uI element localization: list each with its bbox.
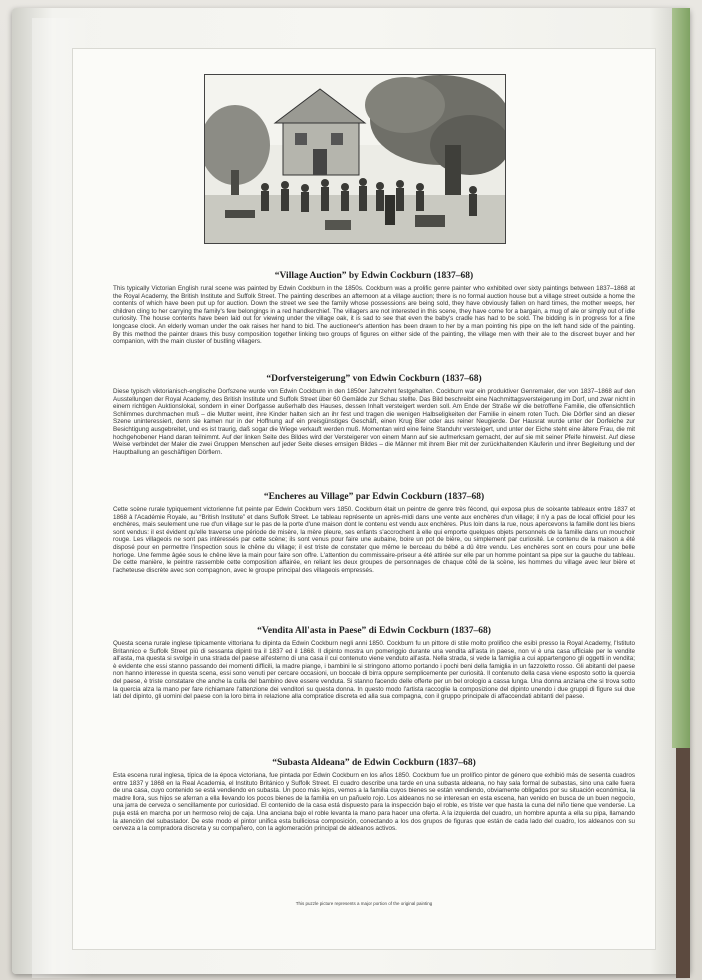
section-title: “Village Auction” by Edwin Cockburn (1837–68) bbox=[274, 271, 474, 281]
section-title: “Subasta Aldeana” de Edwin Cockburn (1837–68) bbox=[272, 758, 476, 768]
section-spanish bbox=[113, 758, 635, 833]
section-title: “Dorfversteigerung” von Edwin Cockburn (1837–68) bbox=[266, 374, 482, 384]
description-panel bbox=[72, 48, 656, 950]
section-body: Diese typisch viktorianisch-englische Dorfszene wurde von Edwin Cockburn in den 1850er Jahrzehnt festgehalten. Cockburn war ein produktiver Genremaler, der von 1837–1868 auf den Ausstellungen der Royal Academy, des British Institute und Suffolk Street über 60 Gemälde zur Schau stellte. Das Bild beschreibt eine Nachmittagsversteigerung im Dorf, und zwar nicht in einem richtigen Auktionslokal, sondern in einer Dorfgasse außerhalb des Hauses, dessen Inhalt versteigert werden soll. Am Ende der Straße wir die betroffene Familie, die offensichtlich Schlimmes durchmachen muß – die Mutter weint, ihre Kinder halten sich an ihr fest und tragen die wenigen Halbseligkeiten der Familie in einem roten Tuch. Die Dörfler sind an dieser Szene uninteressiert, denn sie kamen nur in der Hoffnung auf ein preisgünstiges Geschäft, einen Krug Bier oder aus reiner Neugierde. Der Hausrat wurde unter der Dorfeiche zur Besichtigung ausgebreitet, und es ist traurig, daß sogar die Wiege verkauft werden muß. Momentan wird eine feine Standuhr versteigert, und unter der Eiche steht eine ältere Frau, die mit hochgehobener Hand daran teilnimmt. Auf der linken Seite des Bildes wird der Versteigerer von einem Mann auf sie aufmerksam gemacht, der auf sie mit seiner Pfeife hinweist. Auf diese Weise verbindet der Maler die zwei Gruppen Menschen auf jeder Seite dieses emsigen Bildes – die Männer mit ihrem Bier mit der zurückhaltenden Käuferin und ihrer Begleitung und der Hauptballung an geschäftigen Dörflern. bbox=[113, 388, 635, 456]
section-english bbox=[113, 271, 635, 346]
section-body: This typically Victorian English rural scene was painted by Edwin Cockburn in the 1850s. Cockburn was a prolific genre painter who exhibited over sixty paintings between 1837–1868 at the Royal Academy, the British Institute and Suffolk Street. The painting describes an afternoon at a village auction; there is no formal auction house but a village street outside a home the contents of which have been put up for auction. Down the street we see the family whose possessions are being sold, they have obviously fallen on hard times, the mother weeps, her children cling to her carrying the family's few belongings in a red handkerchief. The villagers are not interested in this scene, they have come for a bargain, a mug of ale or simply out of idle curiosity. The house contents have been laid out for viewing under the village oak, it is sad to see that even the baby's cradle has had to be sold. The bidding is in progress for a fine longcase clock. An elderly woman under the oak raises her hand to bid. The auctioneer's attention has been drawn to her by a man pointing his pipe on the left hand side of the painting. By this method the painter draws this busy composition together linking two groups of figures on either side of the painting, the village men with their ale to the discreet buyer and her companion, with the main cluster of bustling villagers. bbox=[113, 285, 635, 346]
box-side-edge-dark bbox=[676, 748, 690, 978]
section-german bbox=[113, 374, 635, 456]
section-body: Esta escena rural inglesa, típica de la época victoriana, fue pintada por Edwin Cockburn en los años 1850. Cockburn fue un prolífico pintor de género que exhibió más de sesenta cuadros entre 1837 y 1868 en la Real Academia, el Instituto Británico y Suffolk Street. El cuadro describe una tarde en una subasta aldeana, no hay sala formal de subastas, sino una calle fuera de una casa, cuyo contenido se está vendiendo en subasta. Un poco más lejos, vemos a la familia cuyos bienes se están vendiendo, obviamente obligados por su situación económica, la madre llora, sus hijos se aferran a ella llevando los pocos bienes de la familia en un pañuelo rojo. Los aldeanos no se interesan en esta escena, han venido en busca de un buen negocio, una jarra de cerveza o sencillamente por curiosidad. El contenido de la casa está dispuesto para la inspección bajo el roble, es triste ver que hasta la cuna del niño tiene que venderse. La puja está en marcha por un hermoso reloj de caja. Una anciana bajo el roble levanta la mano para hacer una oferta. A la izquierda del cuadro, un hombre apunta a ella su pipa, llamando la atención del subastador. De este modo el pintor unifica esta bulliciosa composición, conectando a los dos grupos de figuras que están de cada lado del cuadro, los aldeanos con su cerveza a la compradora discreta y su compañero, con la aglomeración principal de aldeanos activos. bbox=[113, 772, 635, 833]
section-body: Questa scena rurale inglese tipicamente vittoriana fu dipinta da Edwin Cockburn negli anni 1850. Cockburn fu un pittore di stile molto prolifico che esibì presso la Royal Academy, l'Istituto Britannico e Suffolk Street più di sessanta dipinti tra il 1837 ed il 1868. Il dipinto mostra un pomeriggio durante una vendita all'asta in paese, non vi è una casa ufficiale per le vendite all'asta, ma questa si svolge in una strada del paese all'esterno di una casa il cui contenuto viene venduto all'asta. Nella strada, si vede la famiglia a cui appartengono gli oggetti in vendita; è evidente che essi stanno passando dei momenti difficili, la madre piange, i bambini le si stringono attorno portando i pochi beni della famiglia in un fazzoletto rosso. Gli abitanti del paese non hanno interesse in questa scena, essi sono venuti per cercare occasioni, un boccale di birra oppure semplicemente per curiosità. Il contenuto della casa viene esposto sotto la quercia del paese, è triste constatare che anche la culla del bambino deve essere venduta. Si stanno facendo delle offerte per un bel orologio a cassa lunga. Una donna anziana che si trova sotto la quercia alza la mano per fare richiamare l'attenzione dei venditori su questa donna. In questo modo l'artista raccoglie la composizione del dipinto unendo i due gruppi di figure sui due lati del dipinto, gli uomini del paese con la loro birra in relazione alla compratice discreta ed alla sua compagna, con il gruppo principale di affaccendati abitanti del paese. bbox=[113, 640, 635, 701]
section-french bbox=[113, 492, 635, 574]
engraving-village-auction-icon bbox=[204, 74, 506, 244]
box-side-edge bbox=[672, 8, 690, 748]
section-title: “Encheres au Village” par Edwin Cockburn (1837–68) bbox=[263, 492, 485, 502]
section-title: “Vendita All'asta in Paese” di Edwin Cockburn (1837–68) bbox=[257, 626, 491, 636]
section-italian bbox=[113, 626, 635, 701]
puzzle-box-back bbox=[12, 8, 690, 974]
section-body: Cette scène rurale typiquement victorienne fut peinte par Edwin Cockburn vers 1850. Cockburn était un peintre de genre très fécond, qui exposa plus de soixante tableaux entre 1837 et 1868 à l'Académie Royale, au “British Institute” et dans Suffolk Street. Le tableau représente un après-midi dans une vente aux enchères d'un village; il n'y a pas de local officiel pour les enchères, mais seulement une rue d'un village sur le pas de la porte d'une maison dont le contenu est vendu aux enchères. Plus loin dans la rue, nous apercevons la famille dont les biens sont vendus: il est évident qu'elle traverse une période de misère, la mère pleure, ses enfants s'accrochent à elle qui emporte quelques objets personnels de la famille dans un mouchoir rouge. Les villageois ne sont pas intéressés par cette scène; ils sont venus pour faire une aubaine, boire un pot de bière, ou simplement par curiosité. Le contenu de la maison a été disposé pour en permettre l'inspection sous le chêne du village; il est triste de constater que même le berceau du bébé a dû être vendu. Les enchères sont en cours pour une belle horloge. Une femme âgée sous le chêne lève la main pour faire son offre. L'attention du commissaire-priseur a été attirée sur elle par un homme pointant sa pipe sur la gauche du tableau. De cette manière, le peintre rassemble cette composition affairée, en reliant les deux groupes de personnages de chaque côté de la scène, les hommes du village avec leur bière et l'acheteuse discrète avec son compagnon, avec le groupe principal des villageois empressés. bbox=[113, 506, 635, 574]
footnote: This puzzle picture represents a major portion of the original painting bbox=[295, 901, 433, 906]
